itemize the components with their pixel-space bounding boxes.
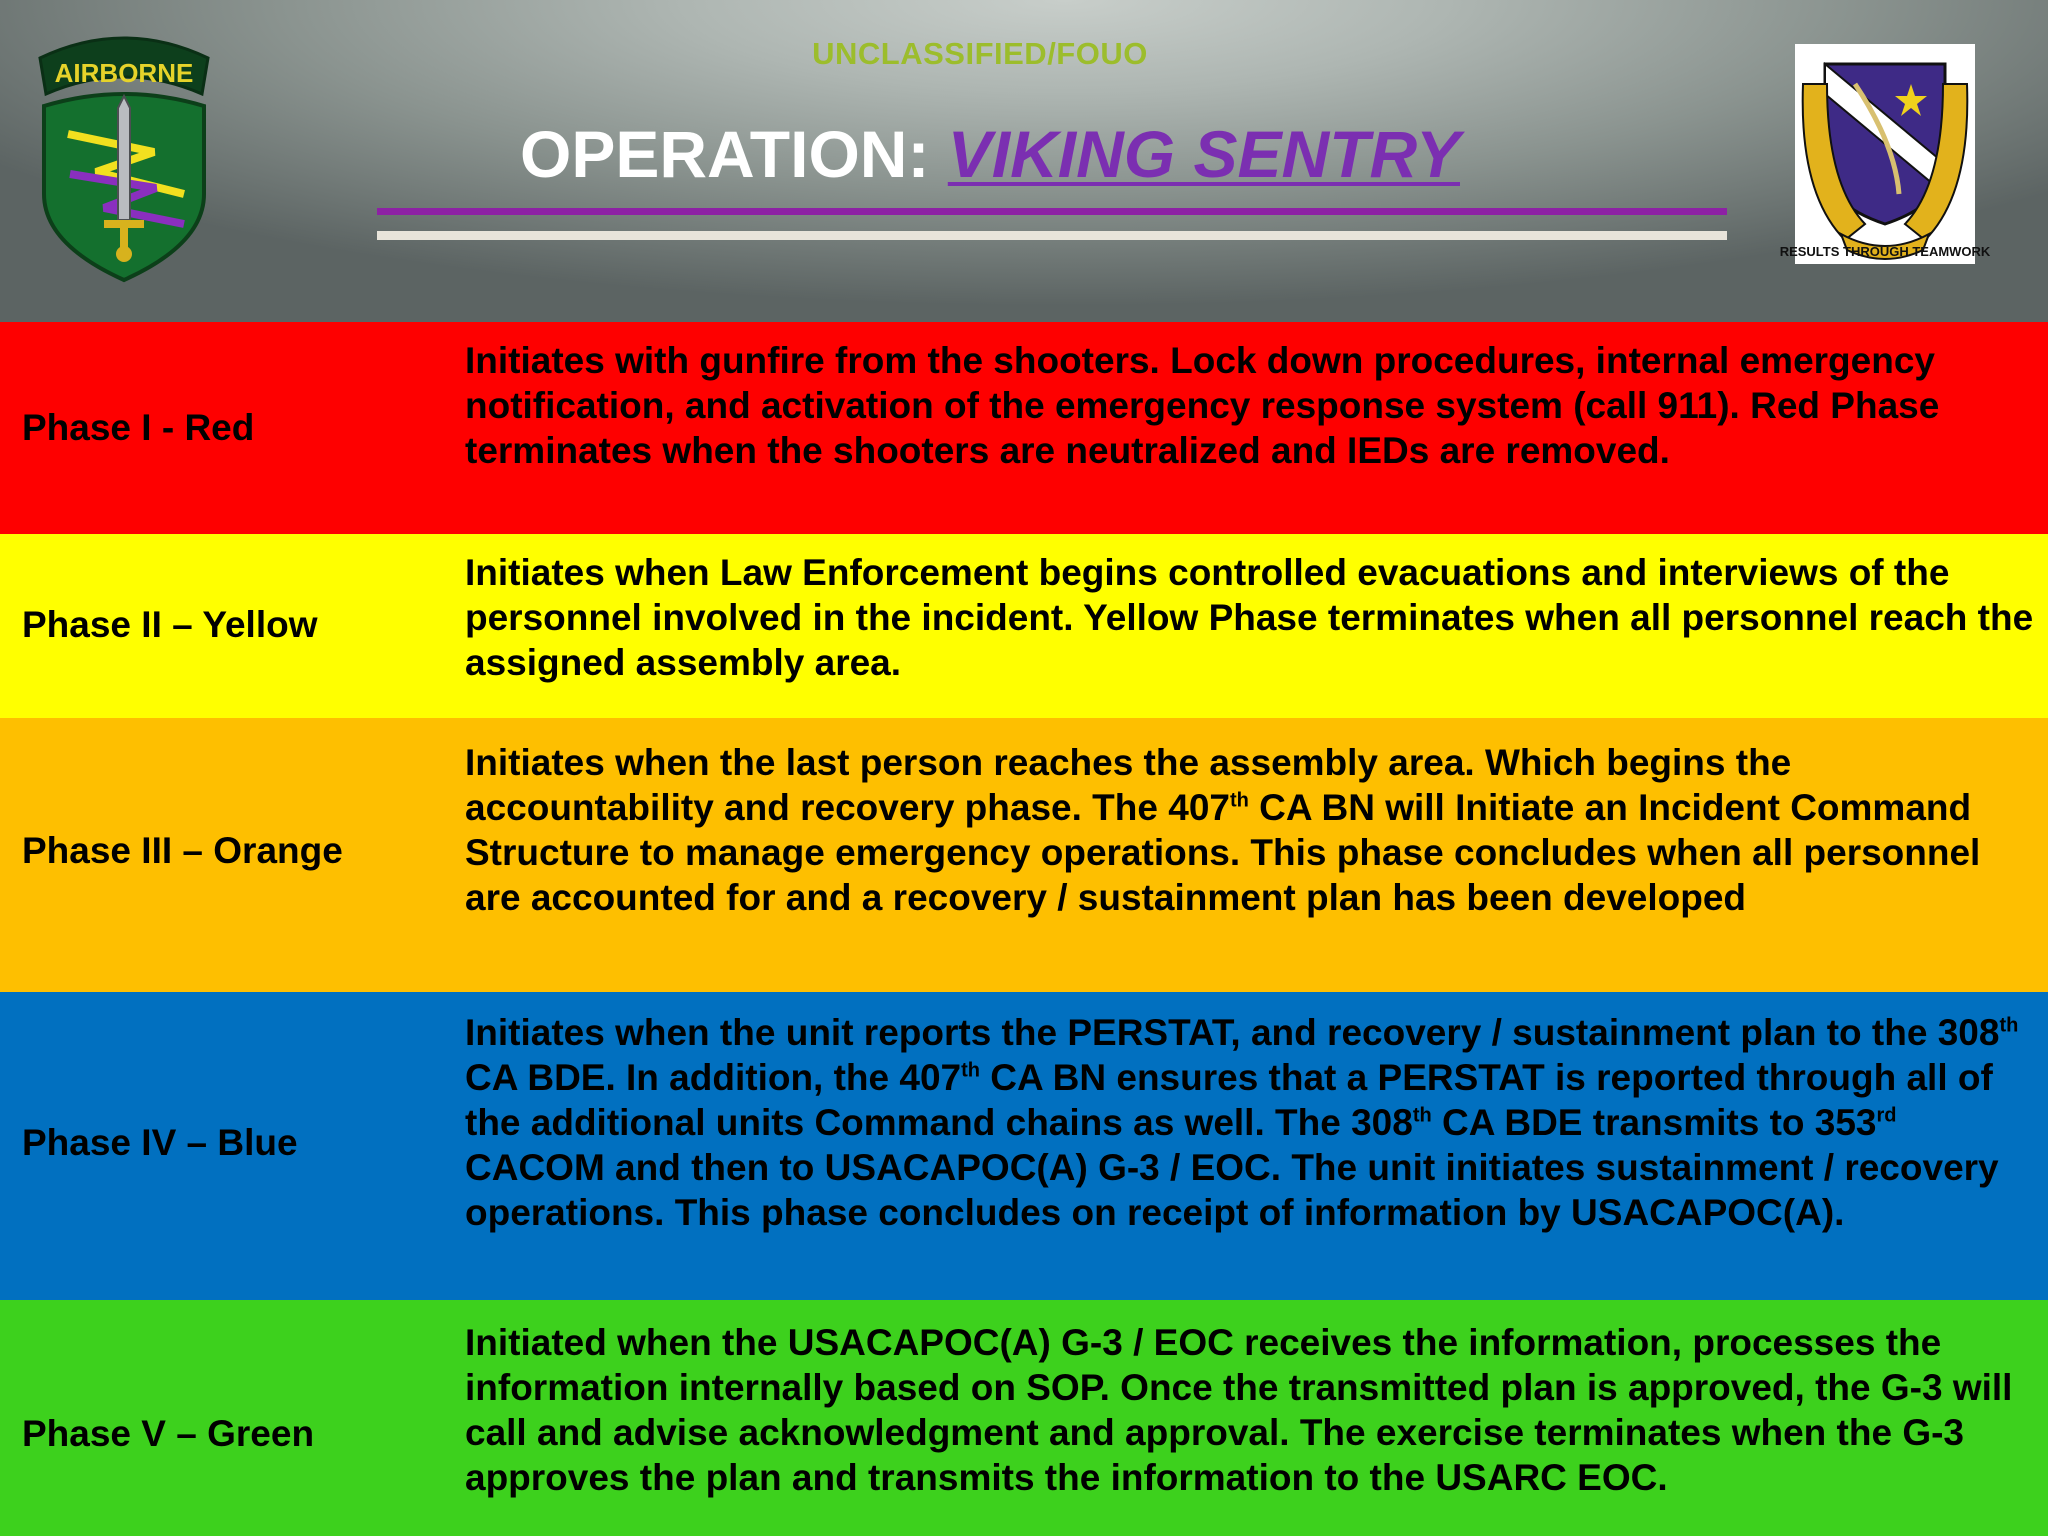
phase-row: [0, 718, 2048, 992]
ordinal-suffix: th: [961, 1059, 981, 1082]
title-prefix: OPERATION:: [520, 117, 948, 191]
classification-marking: UNCLASSIFIED/FOUO: [812, 36, 1148, 71]
ordinal-suffix: rd: [1876, 1104, 1897, 1127]
phase-label: Phase IV – Blue: [22, 1122, 298, 1163]
description-text: CACOM and then to USACAPOC(A) G-3 / EOC. The unit initiates sustainment / recovery operations. This phase concludes on receipt of information by USACAPOC(A).: [465, 1147, 1999, 1233]
phase-description: [465, 1010, 2035, 1235]
phase-label: Phase V – Green: [22, 1413, 315, 1454]
phase-description: [465, 1320, 2035, 1500]
phase-label: Phase II – Yellow: [22, 604, 318, 645]
airborne-insignia-icon: [34, 24, 214, 284]
description-text: CA BDE transmits to 353: [1431, 1102, 1877, 1143]
phase-label: Phase I - Red: [22, 407, 255, 448]
description-text: Initiates when Law Enforcement begins controlled evacuations and interviews of the personnel involved in the incident. Yellow Phase terminates when all personnel reach the assigned assembly area.: [465, 552, 2034, 683]
crest-motto: RESULTS THROUGH TEAMWORK: [1779, 244, 1991, 259]
ordinal-suffix: th: [1999, 1014, 2019, 1037]
description-text: CA BN will Initiate an Incident Command Structure to manage emergency operations. This phase concludes when all personnel are accounted for and a recovery / sustainment plan has been developed: [465, 787, 1981, 918]
phase-row: [0, 534, 2048, 718]
description-text: Initiates when the last person reaches the assembly area. Which begins the accountability and recovery phase. The 407: [465, 742, 1792, 828]
phase-row: [0, 1300, 2048, 1536]
airborne-tab-text: AIRBORNE: [54, 58, 194, 88]
description-text: Initiates when the unit reports the PERSTAT, and recovery / sustainment plan to the 308: [465, 1012, 2000, 1053]
phase-label: Phase III – Orange: [22, 830, 343, 871]
description-text: Initiated when the USACAPOC(A) G-3 / EOC receives the information, processes the information internally based on SOP. Once the transmitted plan is approved, the G-3 will call and advise acknowledgment and approval. The exercise terminates when the G-3 approves the plan and transmits the information to the USARC EOC.: [465, 1322, 2013, 1498]
operation-name: VIKING SENTRY: [947, 117, 1460, 191]
ordinal-suffix: th: [1229, 789, 1249, 812]
phase-row: [0, 992, 2048, 1300]
description-text: Initiates with gunfire from the shooters. Lock down procedures, internal emergency notification, and activation of the emergency response system (call 911). Red Phase terminates when the shooters are neutralized and IEDs are removed.: [465, 340, 1940, 471]
phase-description: [465, 338, 2035, 473]
unit-crest-icon: [1779, 44, 1991, 264]
phase-description: [465, 740, 2035, 920]
phase-row: [0, 322, 2048, 534]
description-text: CA BN ensures that a PERSTAT is reported through all of the additional units Command chains as well. The 308: [465, 1057, 1993, 1143]
ordinal-suffix: th: [1412, 1104, 1432, 1127]
title-underline-purple: [377, 208, 1727, 215]
slide-title: [520, 118, 1460, 191]
description-text: CA BDE. In addition, the 407: [465, 1057, 962, 1098]
title-underline-light: [377, 231, 1727, 240]
slide-header: [0, 0, 2048, 322]
phase-description: [465, 550, 2035, 685]
